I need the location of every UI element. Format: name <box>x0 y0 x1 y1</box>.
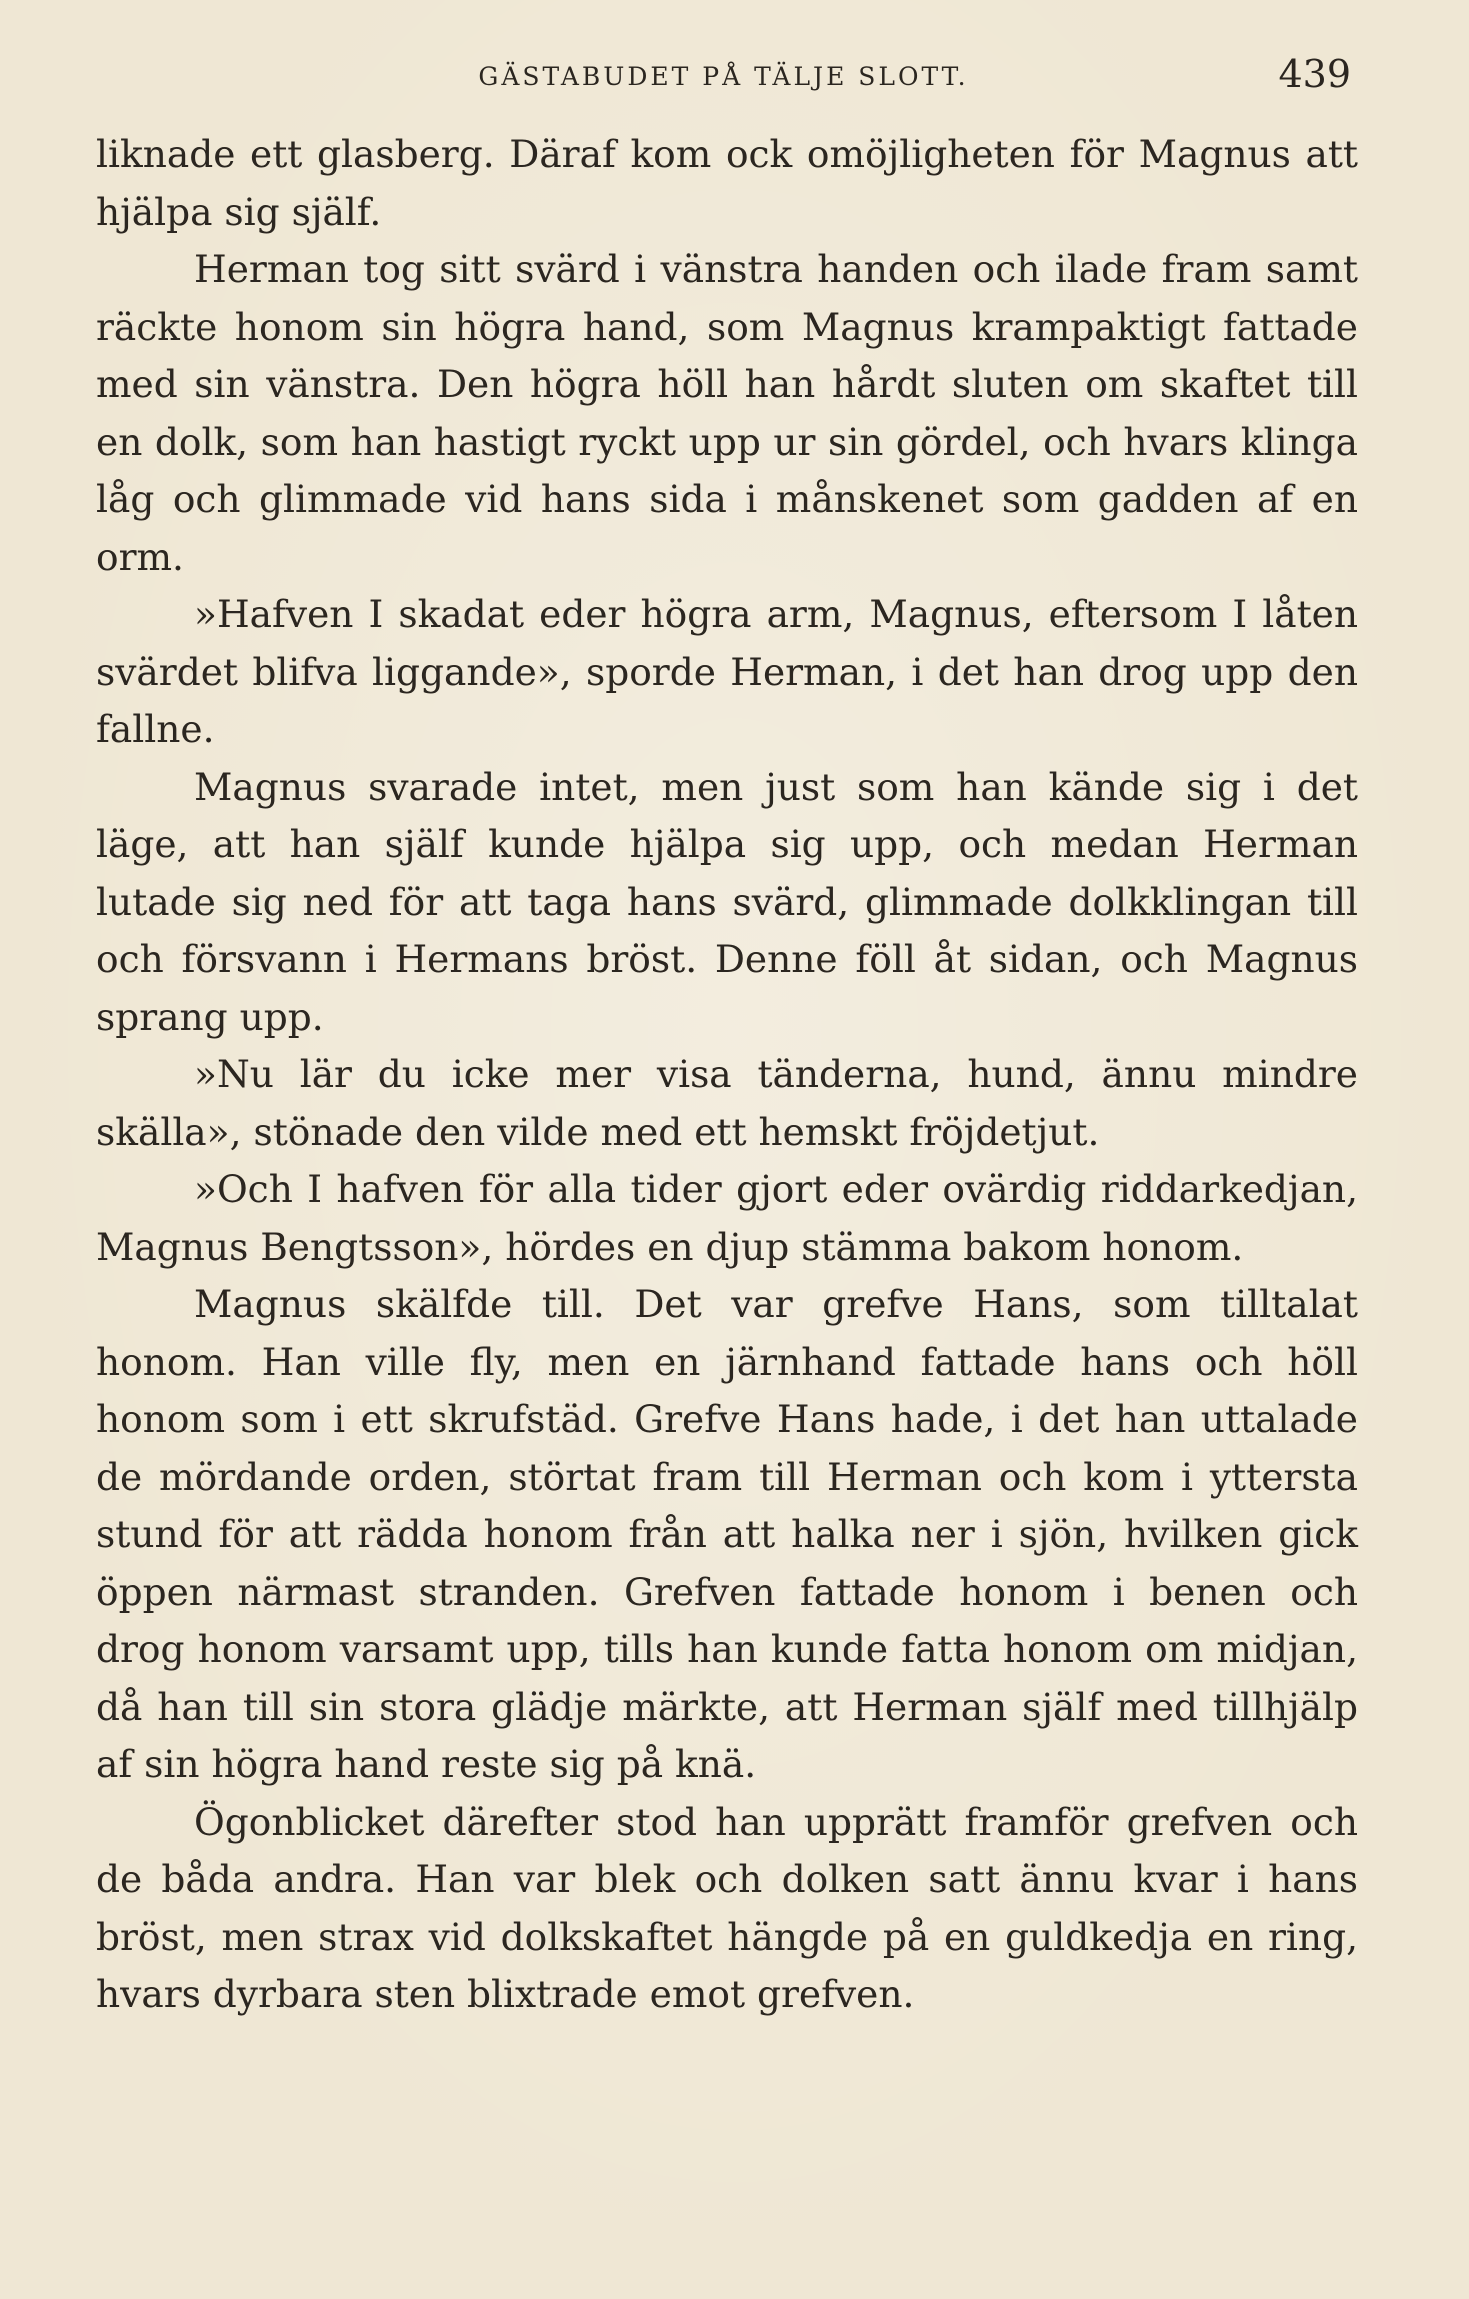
running-title: GÄSTABUDET PÅ TÄLJE SLOTT. <box>478 62 969 91</box>
page-number: 439 <box>1278 52 1351 96</box>
running-head <box>96 52 1351 96</box>
paragraph-3: »Hafven I skadat eder högra arm, Magnus, eftersom I låten svärdet blifva liggande», sporde Herman, i det han drog upp den fallne. <box>96 592 1358 751</box>
paragraph-6: »Och I hafven för alla tider gjort eder ovärdig riddarkedjan, Magnus Bengtsson», hördes en djup stämma bakom honom. <box>96 1167 1358 1269</box>
paragraph-2: Herman tog sitt svärd i vänstra handen och ilade fram samt räckte honom sin högra hand, som Magnus krampaktigt fattade med sin vänstra. Den högra höll han hårdt sluten om skaftet till en dolk, som han hastigt ryckt upp ur sin gördel, och hvars klinga låg och glimmade vid hans sida i månskenet som gadden af en orm. <box>96 247 1358 579</box>
paragraph-8: Ögonblicket därefter stod han upprätt framför grefven och de båda andra. Han var blek och dolken satt ännu kvar i hans bröst, men strax vid dolkskaftet hängde på en guldkedja en ring, hvars dyrbara sten blixtrade emot grefven. <box>96 1799 1358 2016</box>
body-text <box>96 126 1358 2024</box>
paragraph-7: Magnus skälfde till. Det var grefve Hans, som tilltalat honom. Han ville fly, men en järnhand fattade hans och höll honom som i ett skrufstäd. Grefve Hans hade, i det han uttalade de mördande orden, störtat fram till Herman och kom i yttersta stund för att rädda honom från att halka ner i sjön, hvilken gick öppen närmast stranden. Grefven fattade honom i benen och drog honom varsamt upp, tills han kunde fatta honom om midjan, då han till sin stora glädje märkte, att Herman själf med tillhjälp af sin högra hand reste sig på knä. <box>96 1282 1358 1786</box>
paragraph-5: »Nu lär du icke mer visa tänderna, hund, ännu mindre skälla», stönade den vilde med ett hemskt fröjdetjut. <box>96 1052 1358 1154</box>
paragraph-1: liknade ett glasberg. Däraf kom ock omöjligheten för Magnus att hjälpa sig själf. <box>96 132 1358 234</box>
paragraph-4: Magnus svarade intet, men just som han kände sig i det läge, att han själf kunde hjälpa sig upp, och medan Herman lutade sig ned för att taga hans svärd, glimmade dolkklingan till och försvann i Hermans bröst. Denne föll åt sidan, och Magnus sprang upp. <box>96 764 1358 1039</box>
